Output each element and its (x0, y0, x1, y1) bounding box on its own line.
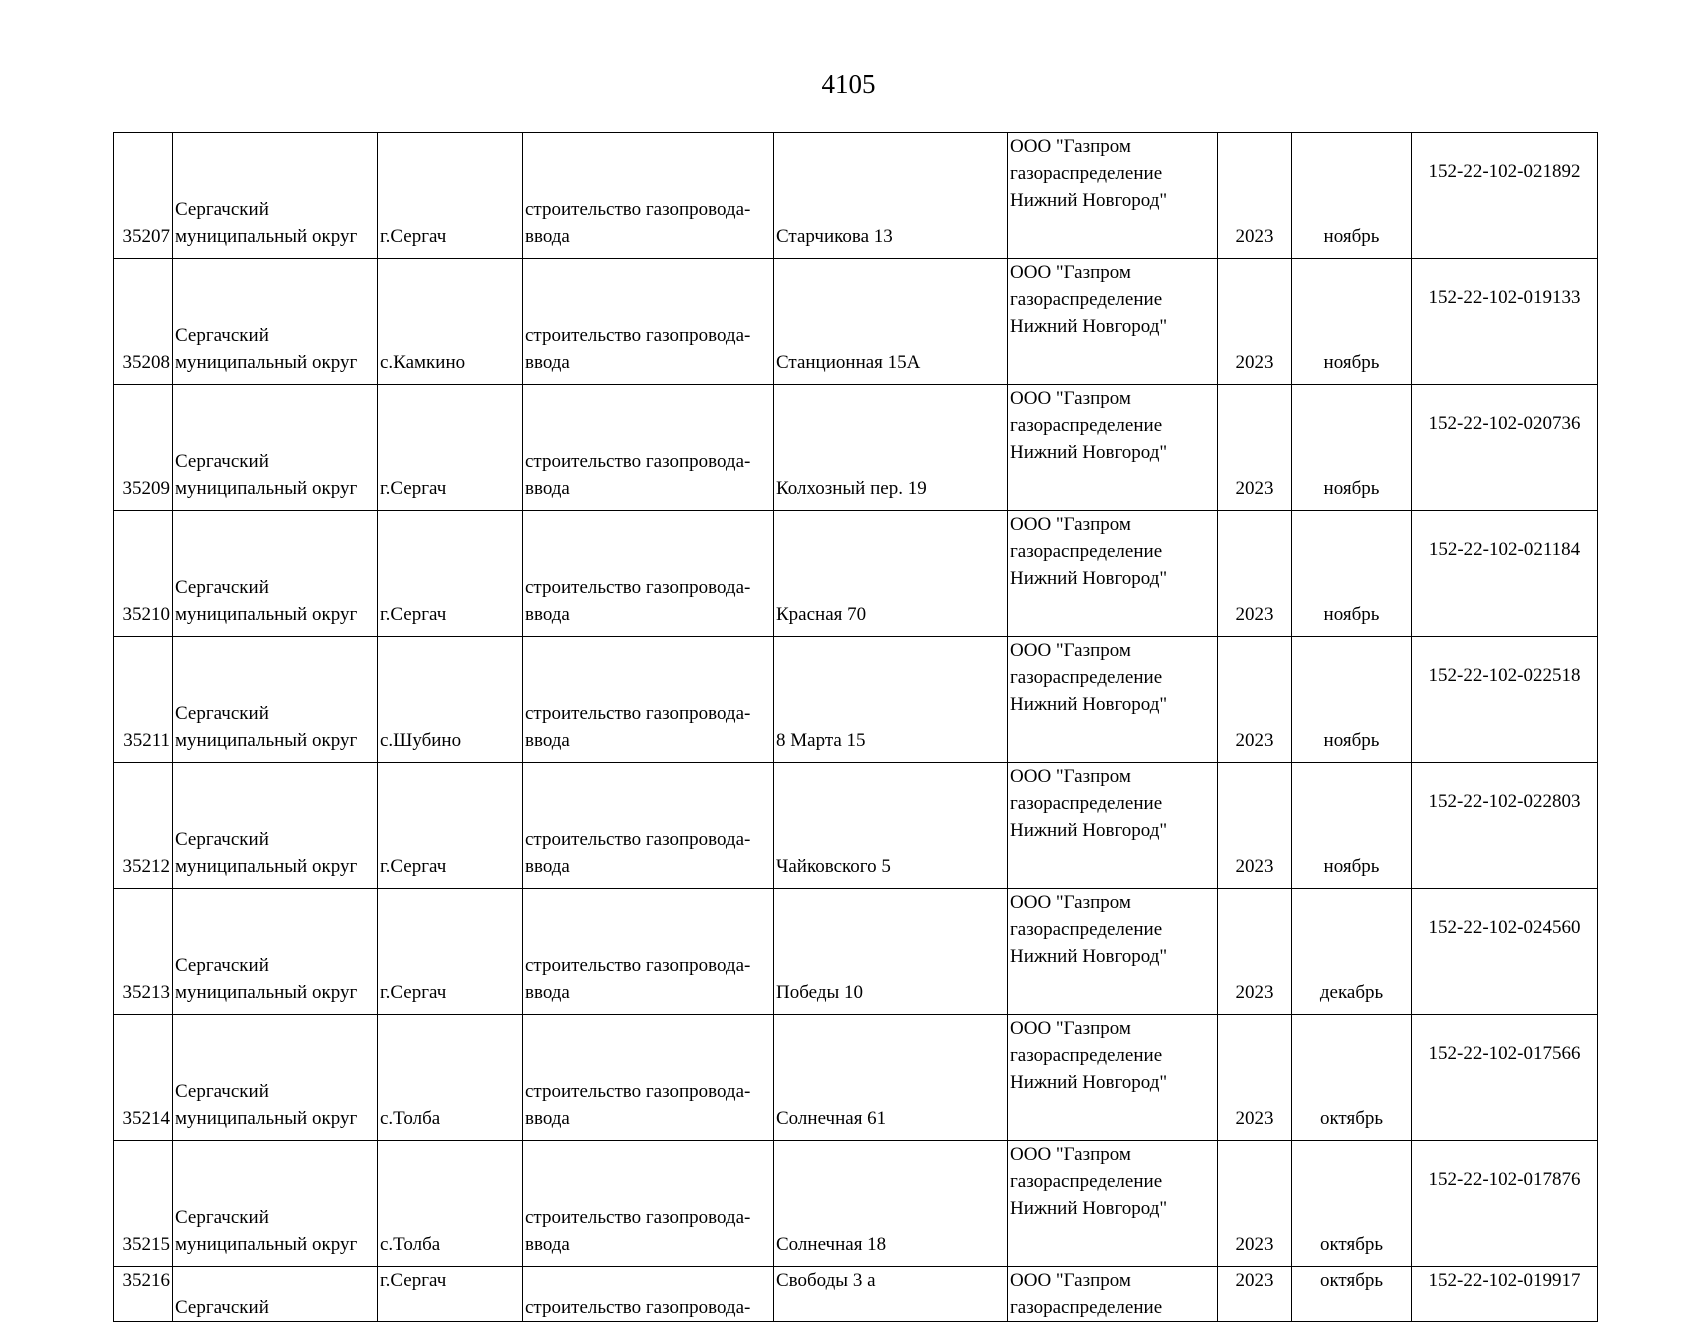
organization-line: газораспределение (1010, 1045, 1163, 1066)
organization-line: газораспределение (1010, 289, 1163, 310)
district-line: Сергачский (175, 325, 269, 346)
code-cell: 152-22-102-019133 (1412, 259, 1598, 385)
year-cell: 2023 (1218, 259, 1292, 385)
organization-cell (1008, 385, 1218, 511)
organization-line: Нижний Новгород" (1010, 820, 1168, 841)
district-line: Сергачский (175, 577, 269, 598)
month-cell: октябрь (1292, 1267, 1412, 1322)
organization-line: Нижний Новгород" (1010, 1198, 1168, 1219)
organization-line: Нижний Новгород" (1010, 568, 1168, 589)
row-number: 35214 (114, 1015, 173, 1141)
work-type-line: ввода (525, 478, 570, 499)
work-type-line: строительство газопровода- (525, 451, 751, 472)
row-number: 35212 (114, 763, 173, 889)
address-cell: Колхозный пер. 19 (774, 385, 1008, 511)
district-cell (173, 763, 378, 889)
work-type-line: ввода (525, 226, 570, 247)
row-number: 35207 (114, 133, 173, 259)
organization-line: ООО "Газпром (1010, 766, 1131, 787)
locality-cell: г.Сергач (378, 511, 523, 637)
month-cell: ноябрь (1292, 385, 1412, 511)
row-number: 35215 (114, 1141, 173, 1267)
district-line: Сергачский (175, 955, 269, 976)
district-line: Сергачский (175, 703, 269, 724)
locality-cell: г.Сергач (378, 385, 523, 511)
organization-line: Нижний Новгород" (1010, 1072, 1168, 1093)
address-cell: Победы 10 (774, 889, 1008, 1015)
table-body (114, 133, 1598, 1322)
address-cell: Солнечная 61 (774, 1015, 1008, 1141)
district-cell (173, 889, 378, 1015)
district-cell (173, 133, 378, 259)
row-number: 35211 (114, 637, 173, 763)
work-type-line: ввода (525, 982, 570, 1003)
organization-cell (1008, 259, 1218, 385)
district-line: муниципальный округ (175, 352, 358, 373)
work-type-cell (523, 511, 774, 637)
organization-line: ООО "Газпром (1010, 136, 1131, 157)
row-number: 35210 (114, 511, 173, 637)
locality-cell: с.Шубино (378, 637, 523, 763)
work-type-cell (523, 637, 774, 763)
address-cell: Старчикова 13 (774, 133, 1008, 259)
district-line: Сергачский (175, 199, 269, 220)
organization-line: ООО "Газпром (1010, 262, 1131, 283)
table-row (114, 385, 1598, 511)
organization-line: ООО "Газпром (1010, 640, 1131, 661)
locality-cell: г.Сергач (378, 889, 523, 1015)
table-row (114, 637, 1598, 763)
code-cell: 152-22-102-020736 (1412, 385, 1598, 511)
row-number: 35213 (114, 889, 173, 1015)
row-number: 35216 (114, 1267, 173, 1322)
month-cell: декабрь (1292, 889, 1412, 1015)
table-row (114, 1141, 1598, 1267)
organization-line: газораспределение (1010, 793, 1163, 814)
month-cell: ноябрь (1292, 763, 1412, 889)
district-cell (173, 1015, 378, 1141)
address-cell: Красная 70 (774, 511, 1008, 637)
organization-line: газораспределение (1010, 541, 1163, 562)
page-number: 4105 (821, 69, 876, 99)
organization-cell (1008, 763, 1218, 889)
organization-cell (1008, 637, 1218, 763)
work-type-line: строительство газопровода- (525, 829, 751, 850)
organization-line: газораспределение (1010, 667, 1163, 688)
district-line: муниципальный округ (175, 730, 358, 751)
locality-cell: г.Сергач (378, 133, 523, 259)
organization-line: Нижний Новгород" (1010, 190, 1168, 211)
organization-line: Нижний Новгород" (1010, 442, 1168, 463)
code-cell: 152-22-102-022803 (1412, 763, 1598, 889)
code-cell: 152-22-102-024560 (1412, 889, 1598, 1015)
work-type-line: ввода (525, 1234, 570, 1255)
district-cell (173, 511, 378, 637)
organization-line: ООО "Газпром (1010, 1018, 1131, 1039)
organization-cell (1008, 1141, 1218, 1267)
district-line: Сергачский (175, 1207, 269, 1228)
table-row (114, 259, 1598, 385)
district-line: Сергачский (175, 1297, 269, 1318)
work-type-line: ввода (525, 604, 570, 625)
organization-line: Нижний Новгород" (1010, 316, 1168, 337)
work-type-line: ввода (525, 856, 570, 877)
work-type-cell (523, 1267, 774, 1322)
month-cell: октябрь (1292, 1015, 1412, 1141)
district-cell (173, 1141, 378, 1267)
month-cell: ноябрь (1292, 133, 1412, 259)
code-cell: 152-22-102-022518 (1412, 637, 1598, 763)
organization-line: ООО "Газпром (1010, 1270, 1131, 1291)
district-cell (173, 259, 378, 385)
district-cell (173, 1267, 378, 1322)
month-cell: ноябрь (1292, 511, 1412, 637)
row-number: 35208 (114, 259, 173, 385)
address-cell: Свободы 3 а (774, 1267, 1008, 1322)
work-type-cell (523, 385, 774, 511)
organization-cell (1008, 889, 1218, 1015)
year-cell: 2023 (1218, 889, 1292, 1015)
organization-line: газораспределение (1010, 919, 1163, 940)
address-cell: 8 Марта 15 (774, 637, 1008, 763)
year-cell: 2023 (1218, 763, 1292, 889)
work-type-cell (523, 133, 774, 259)
work-type-line: строительство газопровода- (525, 577, 751, 598)
work-type-cell (523, 1015, 774, 1141)
table-row (114, 1015, 1598, 1141)
year-cell: 2023 (1218, 1015, 1292, 1141)
organization-line: газораспределение (1010, 163, 1163, 184)
district-line: Сергачский (175, 1081, 269, 1102)
locality-cell: с.Камкино (378, 259, 523, 385)
code-cell: 152-22-102-019917 (1412, 1267, 1598, 1322)
work-type-line: строительство газопровода- (525, 325, 751, 346)
table-row (114, 511, 1598, 637)
organization-line: ООО "Газпром (1010, 1144, 1131, 1165)
organization-line: газораспределение (1010, 1171, 1163, 1192)
district-line: муниципальный округ (175, 604, 358, 625)
district-line: Сергачский (175, 829, 269, 850)
organization-line: газораспределение (1010, 1297, 1163, 1318)
year-cell: 2023 (1218, 1267, 1292, 1322)
year-cell: 2023 (1218, 511, 1292, 637)
month-cell: октябрь (1292, 1141, 1412, 1267)
address-cell: Солнечная 18 (774, 1141, 1008, 1267)
organization-line: ООО "Газпром (1010, 388, 1131, 409)
work-type-line: ввода (525, 730, 570, 751)
district-cell (173, 637, 378, 763)
work-type-line: строительство газопровода- (525, 199, 751, 220)
table-row (114, 1267, 1598, 1322)
year-cell: 2023 (1218, 637, 1292, 763)
organization-cell (1008, 511, 1218, 637)
month-cell: ноябрь (1292, 259, 1412, 385)
work-type-line: строительство газопровода- (525, 703, 751, 724)
code-cell: 152-22-102-017876 (1412, 1141, 1598, 1267)
work-type-line: строительство газопровода- (525, 1081, 751, 1102)
district-line: муниципальный округ (175, 226, 358, 247)
district-line: муниципальный округ (175, 1234, 358, 1255)
organization-line: ООО "Газпром (1010, 514, 1131, 535)
district-line: муниципальный округ (175, 1108, 358, 1129)
work-type-line: строительство газопровода- (525, 1207, 751, 1228)
locality-cell: г.Сергач (378, 1267, 523, 1322)
year-cell: 2023 (1218, 1141, 1292, 1267)
work-type-cell (523, 1141, 774, 1267)
work-type-cell (523, 889, 774, 1015)
table-row (114, 133, 1598, 259)
work-type-cell (523, 763, 774, 889)
work-type-line: строительство газопровода- (525, 1297, 751, 1318)
district-line: муниципальный округ (175, 982, 358, 1003)
organization-line: Нижний Новгород" (1010, 694, 1168, 715)
row-number: 35209 (114, 385, 173, 511)
district-line: муниципальный округ (175, 856, 358, 877)
table-row (114, 763, 1598, 889)
locality-cell: с.Толба (378, 1015, 523, 1141)
address-cell: Станционная 15А (774, 259, 1008, 385)
work-type-line: ввода (525, 352, 570, 373)
district-line: Сергачский (175, 451, 269, 472)
code-cell: 152-22-102-017566 (1412, 1015, 1598, 1141)
code-cell: 152-22-102-021892 (1412, 133, 1598, 259)
table-row (114, 889, 1598, 1015)
organization-line: газораспределение (1010, 415, 1163, 436)
locality-cell: г.Сергач (378, 763, 523, 889)
organization-cell (1008, 1267, 1218, 1322)
code-cell: 152-22-102-021184 (1412, 511, 1598, 637)
registry-table (113, 132, 1598, 1322)
organization-cell (1008, 133, 1218, 259)
address-cell: Чайковского 5 (774, 763, 1008, 889)
year-cell: 2023 (1218, 385, 1292, 511)
work-type-line: ввода (525, 1108, 570, 1129)
year-cell: 2023 (1218, 133, 1292, 259)
locality-cell: с.Толба (378, 1141, 523, 1267)
district-line: муниципальный округ (175, 478, 358, 499)
work-type-cell (523, 259, 774, 385)
organization-cell (1008, 1015, 1218, 1141)
district-cell (173, 385, 378, 511)
work-type-line: строительство газопровода- (525, 955, 751, 976)
month-cell: ноябрь (1292, 637, 1412, 763)
organization-line: Нижний Новгород" (1010, 946, 1168, 967)
organization-line: ООО "Газпром (1010, 892, 1131, 913)
